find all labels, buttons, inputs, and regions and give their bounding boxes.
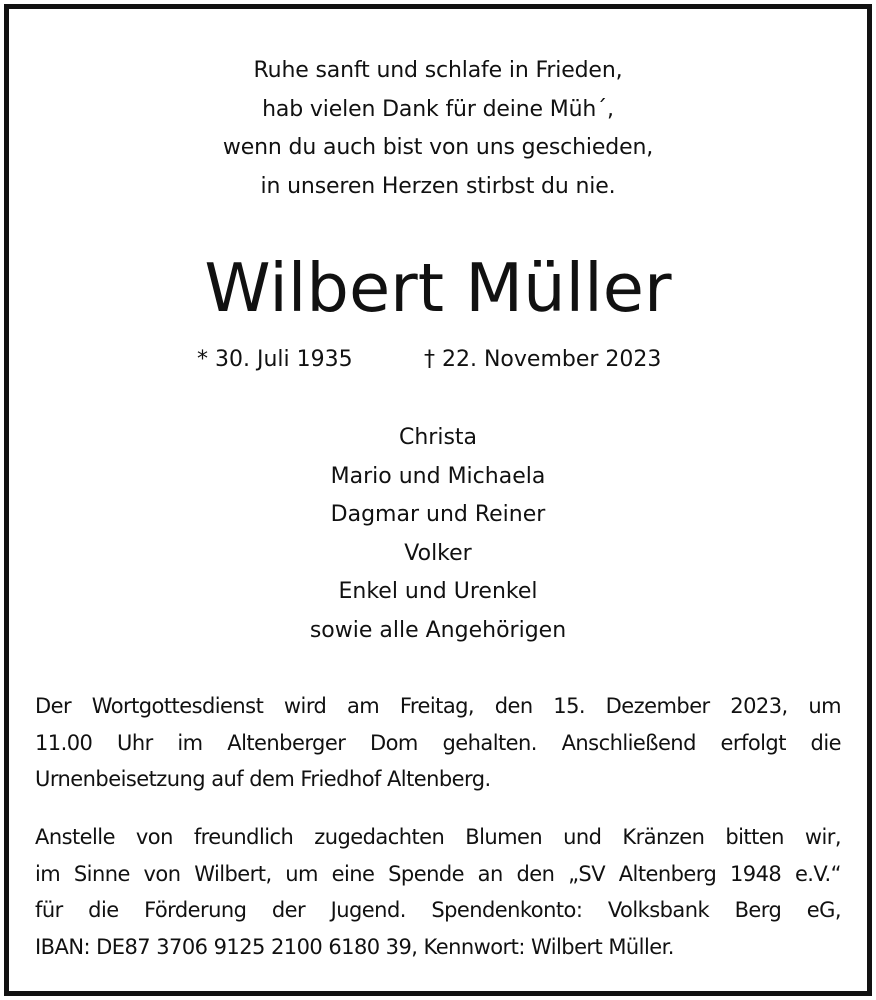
donation-notice-line: im Sinne von Wilbert, um eine Spende an den „SV Altenberg 1948 e.V.“ [35, 861, 841, 886]
mourner-name: Enkel und Urenkel [338, 579, 538, 604]
service-notice [35, 688, 841, 798]
donation-notice [35, 819, 841, 965]
donation-notice-line: für die Förderung der Jugend. Spendenkonto: Volksbank Berg eG, [35, 898, 841, 922]
birth-date: * 30. Juli 1935 [197, 347, 353, 372]
donation-notice-line: Anstelle von freundlich zugedachten Blumen und Kränzen bitten wir, [35, 825, 841, 849]
verse-line: wenn du auch bist von uns geschieden, [222, 135, 654, 160]
mourner-name: Dagmar und Reiner [330, 502, 546, 527]
service-notice-line: 11.00 Uhr im Altenberger Dom gehalten. Anschließend erfolgt die [35, 730, 841, 755]
service-notice-line: Der Wortgottesdienst wird am Freitag, den 15. Dezember 2023, um [35, 694, 841, 718]
mourner-name: Volker [404, 540, 472, 566]
donation-notice-line: IBAN: DE87 3706 9125 2100 6180 39, Kennwort: Wilbert Müller. [35, 934, 674, 959]
memorial-verse [0, 52, 876, 206]
service-notice-line: Urnenbeisetzung auf dem Friedhof Altenberg. [35, 767, 491, 791]
mourners-list [0, 419, 876, 650]
verse-line: Ruhe sanft und schlafe in Frieden, [253, 58, 623, 83]
verse-line: hab vielen Dank für deine Müh´, [262, 96, 614, 122]
mourner-name: Christa [398, 425, 478, 450]
deceased-name: Wilbert Müller [204, 249, 672, 327]
verse-line: in unseren Herzen stirbst du nie. [260, 173, 616, 199]
mourner-name: Mario und Michaela [330, 463, 546, 489]
death-date: † 22. November 2023 [424, 347, 662, 372]
mourner-name: sowie alle Angehörigen [309, 617, 567, 643]
